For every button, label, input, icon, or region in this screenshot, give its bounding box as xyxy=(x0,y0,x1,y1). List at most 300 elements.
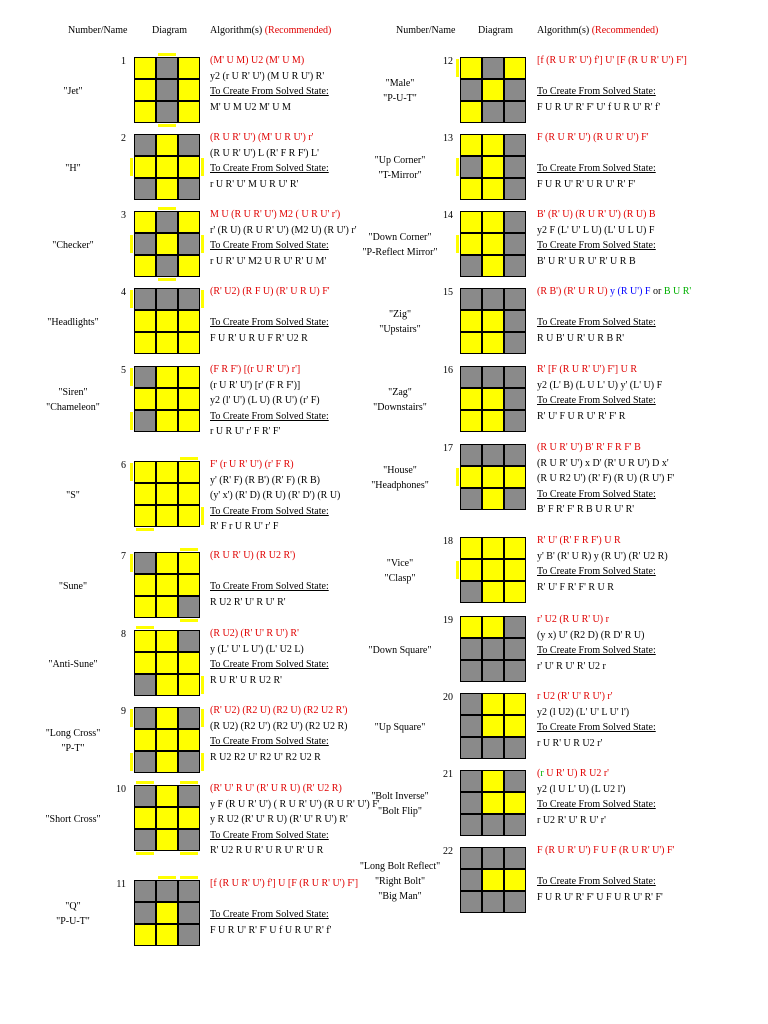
algorithm-segment: ( xyxy=(537,768,541,779)
bottom-side-sticker xyxy=(180,619,198,622)
algorithm-line xyxy=(210,473,340,489)
yellow-sticker xyxy=(178,156,200,178)
yellow-sticker xyxy=(482,156,504,178)
algorithm-segment: To Create From Solved State: xyxy=(537,163,656,174)
cube-diagram xyxy=(458,286,528,356)
create-from-solved-label xyxy=(210,315,330,331)
cube-diagram xyxy=(458,442,528,512)
gray-sticker xyxy=(460,715,482,737)
algorithm-segment: (R' U2) (R2 U) (R2 U) (R2 U2 R') xyxy=(210,705,348,716)
yellow-sticker xyxy=(482,770,504,792)
right-side-sticker xyxy=(201,676,204,694)
algorithm-lines xyxy=(537,207,656,269)
case-names xyxy=(13,899,133,929)
case-name: "Zag" xyxy=(388,387,412,398)
case-name: "Upstairs" xyxy=(379,324,421,335)
case-name: "P-T" xyxy=(61,743,85,754)
gray-sticker xyxy=(504,255,526,277)
case-names xyxy=(340,789,460,819)
create-from-solved-label xyxy=(537,238,656,254)
algorithm-line xyxy=(537,254,656,270)
recommended-algorithm xyxy=(210,703,347,719)
algorithm-segment: y R U2 (R' U' R U) (R' U' R U') R' xyxy=(210,814,348,825)
case-name: "P-Reflect Mirror" xyxy=(362,247,438,258)
algorithm-segment: (F R F') [(r U R' U') r'] xyxy=(210,364,301,375)
yellow-sticker xyxy=(504,57,526,79)
yellow-sticker xyxy=(156,156,178,178)
algorithm-line xyxy=(210,673,329,689)
algorithm-segment: B' (R' U) (R U R' U') (R U) B xyxy=(537,209,656,220)
yellow-sticker xyxy=(156,751,178,773)
algorithm-segment: R' U' F U R U' R' F' R xyxy=(537,410,626,422)
yellow-sticker xyxy=(178,255,200,277)
case-name: "Headlights" xyxy=(47,316,99,328)
gray-sticker xyxy=(134,178,156,200)
case-number: 9 xyxy=(121,706,126,717)
yellow-sticker xyxy=(156,924,178,946)
algorithm-line xyxy=(537,782,656,798)
case-name: "Bolt Inverse" xyxy=(371,791,429,802)
left-side-sticker xyxy=(130,753,133,771)
algorithm-line xyxy=(537,502,674,518)
case-name: "Siren" xyxy=(58,387,88,398)
case-number: 13 xyxy=(443,133,453,144)
cube-diagram xyxy=(132,628,202,698)
yellow-sticker xyxy=(134,505,156,527)
right-side-sticker xyxy=(201,507,204,525)
gray-sticker xyxy=(156,79,178,101)
case-number: 10 xyxy=(116,784,126,795)
algorithm-segment: To Create From Solved State: xyxy=(537,566,656,577)
case-number: 19 xyxy=(443,615,453,626)
gray-sticker xyxy=(134,233,156,255)
gray-sticker xyxy=(134,410,156,432)
case-number: 5 xyxy=(121,365,126,376)
algorithm-segment: (M' U M) U2 (M' U M) xyxy=(210,55,305,66)
case-number: 3 xyxy=(121,210,126,221)
yellow-sticker xyxy=(156,366,178,388)
algorithm-lines xyxy=(210,207,357,269)
cube-diagram xyxy=(132,705,202,775)
right-side-sticker xyxy=(201,290,204,308)
algorithm-segment: R U R' U R U2 R' xyxy=(210,674,282,686)
yellow-sticker xyxy=(178,807,200,829)
algorithm-segment: R' U' (R' F R F') U R xyxy=(537,535,621,546)
create-from-solved-label xyxy=(537,720,656,736)
gray-sticker xyxy=(460,366,482,388)
yellow-sticker xyxy=(504,792,526,814)
case-number: 7 xyxy=(121,551,126,562)
gray-sticker xyxy=(504,156,526,178)
gray-sticker xyxy=(178,288,200,310)
gray-sticker xyxy=(460,737,482,759)
algorithm-segment: y2 (L' B) (L U L' U) y' (L' U) F xyxy=(537,379,663,391)
yellow-sticker xyxy=(156,574,178,596)
gray-sticker xyxy=(504,79,526,101)
gray-sticker xyxy=(460,693,482,715)
algorithm-segment: B' F R' F' R B U R U' R' xyxy=(537,504,635,515)
case-names xyxy=(340,463,460,493)
recommended-algorithm xyxy=(210,548,329,564)
case-name: "House" xyxy=(383,465,417,476)
algorithm-line xyxy=(210,393,329,409)
yellow-sticker xyxy=(460,388,482,410)
case-names xyxy=(13,812,133,827)
gray-sticker xyxy=(504,616,526,638)
case-names xyxy=(13,385,133,415)
algorithm-segment: R U2 R' U' R U' R' xyxy=(210,596,286,608)
yellow-sticker xyxy=(178,461,200,483)
algorithm-line xyxy=(537,859,674,875)
algorithm-segment: To Create From Solved State: xyxy=(210,86,329,97)
algorithm-segment: [f (R U R' U') f'] U [F (R U R' U') F'] xyxy=(210,878,359,889)
create-from-solved-label xyxy=(537,797,656,813)
cube-diagram xyxy=(458,209,528,279)
create-from-solved-label xyxy=(537,393,662,409)
cube-diagram xyxy=(458,691,528,761)
cube-diagram xyxy=(132,878,202,948)
algorithm-line xyxy=(210,519,340,535)
case-names xyxy=(13,579,133,594)
algorithm-lines xyxy=(210,53,329,115)
case-names xyxy=(13,315,133,330)
gray-sticker xyxy=(156,255,178,277)
algorithm-segment: y2 (l' U') (L U) (R U') (r' F) xyxy=(210,395,320,406)
top-side-sticker xyxy=(180,781,198,784)
case-name: "Zig" xyxy=(388,309,412,320)
gray-sticker xyxy=(504,310,526,332)
gray-sticker xyxy=(482,444,504,466)
yellow-sticker xyxy=(134,57,156,79)
gray-sticker xyxy=(482,57,504,79)
case-number: 21 xyxy=(443,769,453,780)
algorithm-segment: r U R' U' M U R U' R' xyxy=(210,178,299,190)
case-name: "Chameleon" xyxy=(46,402,100,413)
gray-sticker xyxy=(460,79,482,101)
yellow-sticker xyxy=(134,255,156,277)
case-number: 1 xyxy=(121,56,126,67)
header-number-name: Number/Name xyxy=(68,25,128,36)
algorithm-segment: [f (R U R' U') f'] U' [F (R U R' U') F'] xyxy=(537,55,687,66)
gray-sticker xyxy=(460,288,482,310)
algorithm-segment: r U R U' r' F R' F' xyxy=(210,426,281,437)
left-side-sticker xyxy=(130,412,133,430)
algorithm-segment: To Create From Solved State: xyxy=(210,581,329,592)
yellow-sticker xyxy=(156,332,178,354)
case-names xyxy=(13,161,133,176)
case-number: 4 xyxy=(121,287,126,298)
yellow-sticker xyxy=(504,869,526,891)
create-from-solved-label xyxy=(210,84,329,100)
case-names xyxy=(340,385,460,415)
gray-sticker xyxy=(504,366,526,388)
yellow-sticker xyxy=(482,255,504,277)
algorithm-segment: To Create From Solved State: xyxy=(210,410,329,422)
create-from-solved-label xyxy=(210,657,329,673)
gray-sticker xyxy=(504,814,526,836)
case-name: "Down Corner" xyxy=(368,232,432,243)
algorithm-line xyxy=(537,659,656,675)
algorithm-segment: (R U R' U') B' R' F R F' B xyxy=(537,442,641,453)
algorithm-line xyxy=(537,549,668,565)
algorithm-line xyxy=(537,813,656,829)
case-names xyxy=(13,488,133,503)
yellow-sticker xyxy=(460,233,482,255)
header-algorithms xyxy=(210,25,331,36)
algorithm-segment: To Create From Solved State: xyxy=(537,240,656,251)
yellow-sticker xyxy=(134,79,156,101)
top-side-sticker xyxy=(180,876,198,879)
gray-sticker xyxy=(134,902,156,924)
yellow-sticker xyxy=(482,178,504,200)
algorithm-line xyxy=(210,488,340,504)
case-names xyxy=(13,657,133,672)
algorithm-segment: R U B' U R' U R B R' xyxy=(537,332,625,344)
algorithm-lines xyxy=(210,457,340,535)
top-side-sticker xyxy=(180,457,198,460)
top-side-sticker xyxy=(158,53,176,56)
algorithm-segment: M U (R U R' U') M2 ( U R U' r') xyxy=(210,209,341,220)
yellow-sticker xyxy=(134,388,156,410)
algorithm-line xyxy=(537,456,674,472)
recommended-algorithm xyxy=(210,284,330,300)
algorithm-segment: y (L' U' L U') (L' U2 L) xyxy=(210,643,304,655)
case-name: "Bolt Flip" xyxy=(377,806,422,817)
algorithm-segment: y2 (r U R' U') (M U R U') R' xyxy=(210,70,325,82)
gray-sticker xyxy=(460,488,482,510)
gray-sticker xyxy=(504,288,526,310)
gray-sticker xyxy=(504,737,526,759)
yellow-sticker xyxy=(460,310,482,332)
yellow-sticker xyxy=(156,674,178,696)
top-side-sticker xyxy=(180,548,198,551)
gray-sticker xyxy=(504,444,526,466)
case-number: 14 xyxy=(443,210,453,221)
case-number: 2 xyxy=(121,133,126,144)
algorithm-segment: R' U2 R U R' U R U' R' U R xyxy=(210,845,324,856)
case-name: "Jet" xyxy=(63,85,83,97)
cube-diagram xyxy=(132,783,202,853)
recommended-algorithm xyxy=(210,362,329,378)
yellow-sticker xyxy=(504,693,526,715)
case-number: 18 xyxy=(443,536,453,547)
algorithm-line xyxy=(210,223,357,239)
cube-diagram xyxy=(132,286,202,356)
algorithm-segment: (R' U' R U' (R' U R U) (R' U2 R) xyxy=(210,783,342,794)
algorithm-segment: To Create From Solved State: xyxy=(537,799,656,810)
case-number: 15 xyxy=(443,287,453,298)
case-name: "Downstairs" xyxy=(373,402,427,413)
cube-diagram xyxy=(458,845,528,915)
algorithm-segment: (R U R' U') (M' U R U') r' xyxy=(210,132,314,143)
case-names xyxy=(340,643,460,658)
right-side-sticker xyxy=(201,158,204,176)
algorithm-line xyxy=(210,146,329,162)
yellow-sticker xyxy=(134,156,156,178)
yellow-sticker xyxy=(504,537,526,559)
yellow-sticker xyxy=(504,715,526,737)
yellow-sticker xyxy=(482,559,504,581)
gray-sticker xyxy=(504,770,526,792)
gray-sticker xyxy=(482,847,504,869)
gray-sticker xyxy=(460,660,482,682)
gray-sticker xyxy=(504,891,526,913)
case-name: "Short Cross" xyxy=(45,813,101,825)
algorithm-segment: r' U' R U' R' U2 r xyxy=(537,660,606,672)
algorithm-line xyxy=(210,642,329,658)
left-side-sticker xyxy=(130,235,133,253)
algorithm-segment: (R' U2) (R F U) (R' U R U) F' xyxy=(210,286,330,297)
algorithm-segment: or xyxy=(650,286,664,297)
case-names xyxy=(340,556,460,586)
create-from-solved-label xyxy=(210,907,358,923)
algorithm-line xyxy=(210,750,347,766)
recommended-algorithm xyxy=(537,612,656,628)
yellow-sticker xyxy=(134,332,156,354)
algorithm-segment: r' (R U) (R U R' U') (M2 U) (R U') r' xyxy=(210,224,357,236)
algorithm-segment: F' (r U R' U') (r' F R) xyxy=(210,459,294,470)
case-name: "Long Bolt Reflect" xyxy=(359,860,441,872)
yellow-sticker xyxy=(134,596,156,618)
algorithm-segment: To Create From Solved State: xyxy=(210,829,329,841)
algorithm-segment: y' B' (R' U R) y (R U') (R' U2 R) xyxy=(537,550,668,562)
gray-sticker xyxy=(460,444,482,466)
gray-sticker xyxy=(482,288,504,310)
create-from-solved-label xyxy=(537,84,687,100)
yellow-sticker xyxy=(134,924,156,946)
algorithm-segment: (y x) U' (R2 D) (R D' R U) xyxy=(537,629,645,641)
gray-sticker xyxy=(504,488,526,510)
gray-sticker xyxy=(134,552,156,574)
yellow-sticker xyxy=(178,674,200,696)
algorithm-line xyxy=(537,69,687,85)
gray-sticker xyxy=(482,638,504,660)
yellow-sticker xyxy=(482,211,504,233)
case-name: "P-U-T" xyxy=(56,916,90,927)
algorithm-segment: B' U R' U R U' R' U R B xyxy=(537,255,636,267)
algorithm-lines xyxy=(210,548,329,610)
yellow-sticker xyxy=(482,869,504,891)
gray-sticker xyxy=(156,101,178,123)
right-side-sticker xyxy=(201,235,204,253)
gray-sticker xyxy=(504,332,526,354)
case-name: "Male" xyxy=(385,78,415,89)
algorithm-line xyxy=(210,424,329,440)
yellow-sticker xyxy=(482,388,504,410)
algorithm-segment: (R U R' U') L (R' F R F') L' xyxy=(210,147,319,159)
case-name: "S" xyxy=(66,489,80,501)
algorithm-line xyxy=(537,471,674,487)
yellow-sticker xyxy=(482,134,504,156)
yellow-sticker xyxy=(482,537,504,559)
recommended-algorithm xyxy=(537,207,656,223)
gray-sticker xyxy=(134,288,156,310)
algorithm-line xyxy=(210,378,329,394)
header-diagram: Diagram xyxy=(152,25,187,36)
algorithm-segment: y F (R U R' U') ( R U R' U') (R U R' U') F' xyxy=(210,798,380,810)
algorithm-segment: M' U M U2 M' U M xyxy=(210,101,291,113)
yellow-sticker xyxy=(134,630,156,652)
yellow-sticker xyxy=(460,559,482,581)
algorithm-segment: To Create From Solved State: xyxy=(537,395,656,406)
algorithm-segment: R' U' F R' F' R U R xyxy=(537,581,614,593)
recommended-algorithm xyxy=(537,440,674,456)
algorithm-segment: To Create From Solved State: xyxy=(537,86,656,97)
case-number: 17 xyxy=(443,443,453,454)
algorithm-line xyxy=(210,595,329,611)
case-name: "Vice" xyxy=(386,558,414,569)
left-side-sticker xyxy=(130,158,133,176)
recommended-algorithm xyxy=(537,53,687,69)
left-side-sticker xyxy=(130,368,133,386)
gray-sticker xyxy=(178,178,200,200)
top-side-sticker xyxy=(158,207,176,210)
recommended-algorithm xyxy=(210,626,329,642)
recommended-algorithm xyxy=(210,130,329,146)
algorithm-segment: To Create From Solved State: xyxy=(537,645,656,656)
algorithm-segment: F U R U' R' U R U' R' F' xyxy=(537,178,636,190)
algorithm-segment: (R U2) (R2 U') (R2 U') (R2 U2 R) xyxy=(210,720,348,732)
case-names xyxy=(340,859,460,904)
gray-sticker xyxy=(156,880,178,902)
yellow-sticker xyxy=(460,134,482,156)
yellow-sticker xyxy=(482,332,504,354)
algorithm-line xyxy=(537,736,656,752)
algorithm-line xyxy=(210,564,329,580)
case-name: "H" xyxy=(65,162,81,174)
algorithm-line xyxy=(537,378,662,394)
bottom-side-sticker xyxy=(180,852,198,855)
gray-sticker xyxy=(460,581,482,603)
gray-sticker xyxy=(482,660,504,682)
case-name: "Big Man" xyxy=(378,890,422,902)
cube-diagram xyxy=(132,459,202,529)
yellow-sticker xyxy=(134,652,156,674)
algorithm-segment: r U2 R' U' R U' r' xyxy=(537,814,606,826)
algorithm-segment: To Create From Solved State: xyxy=(537,876,656,887)
yellow-sticker xyxy=(504,559,526,581)
algorithm-line xyxy=(210,843,380,859)
yellow-sticker xyxy=(156,596,178,618)
algorithm-segment: (R B') (R' U R U) xyxy=(537,286,611,297)
algorithm-line xyxy=(210,923,358,939)
yellow-sticker xyxy=(134,729,156,751)
algorithm-segment: y (R U') F xyxy=(610,286,651,297)
algorithm-segment: r U R' U' M2 U R U' R' U M' xyxy=(210,255,327,267)
yellow-sticker xyxy=(178,505,200,527)
create-from-solved-label xyxy=(537,487,674,503)
yellow-sticker xyxy=(178,211,200,233)
algorithm-segment: F U R' U R U F R' U2 R xyxy=(210,332,308,344)
yellow-sticker xyxy=(156,310,178,332)
recommended-algorithm xyxy=(210,876,358,892)
cube-diagram xyxy=(132,364,202,434)
yellow-sticker xyxy=(156,829,178,851)
yellow-sticker xyxy=(460,616,482,638)
algorithm-lines xyxy=(537,53,687,115)
cube-diagram xyxy=(458,132,528,202)
case-name: "Headphones" xyxy=(371,480,429,491)
gray-sticker xyxy=(178,902,200,924)
yellow-sticker xyxy=(460,57,482,79)
create-from-solved-label xyxy=(537,564,668,580)
yellow-sticker xyxy=(134,211,156,233)
yellow-sticker xyxy=(156,388,178,410)
header-recommended-right: (Recommended) xyxy=(591,25,659,36)
create-from-solved-label xyxy=(210,504,340,520)
yellow-sticker xyxy=(156,707,178,729)
yellow-sticker xyxy=(482,581,504,603)
